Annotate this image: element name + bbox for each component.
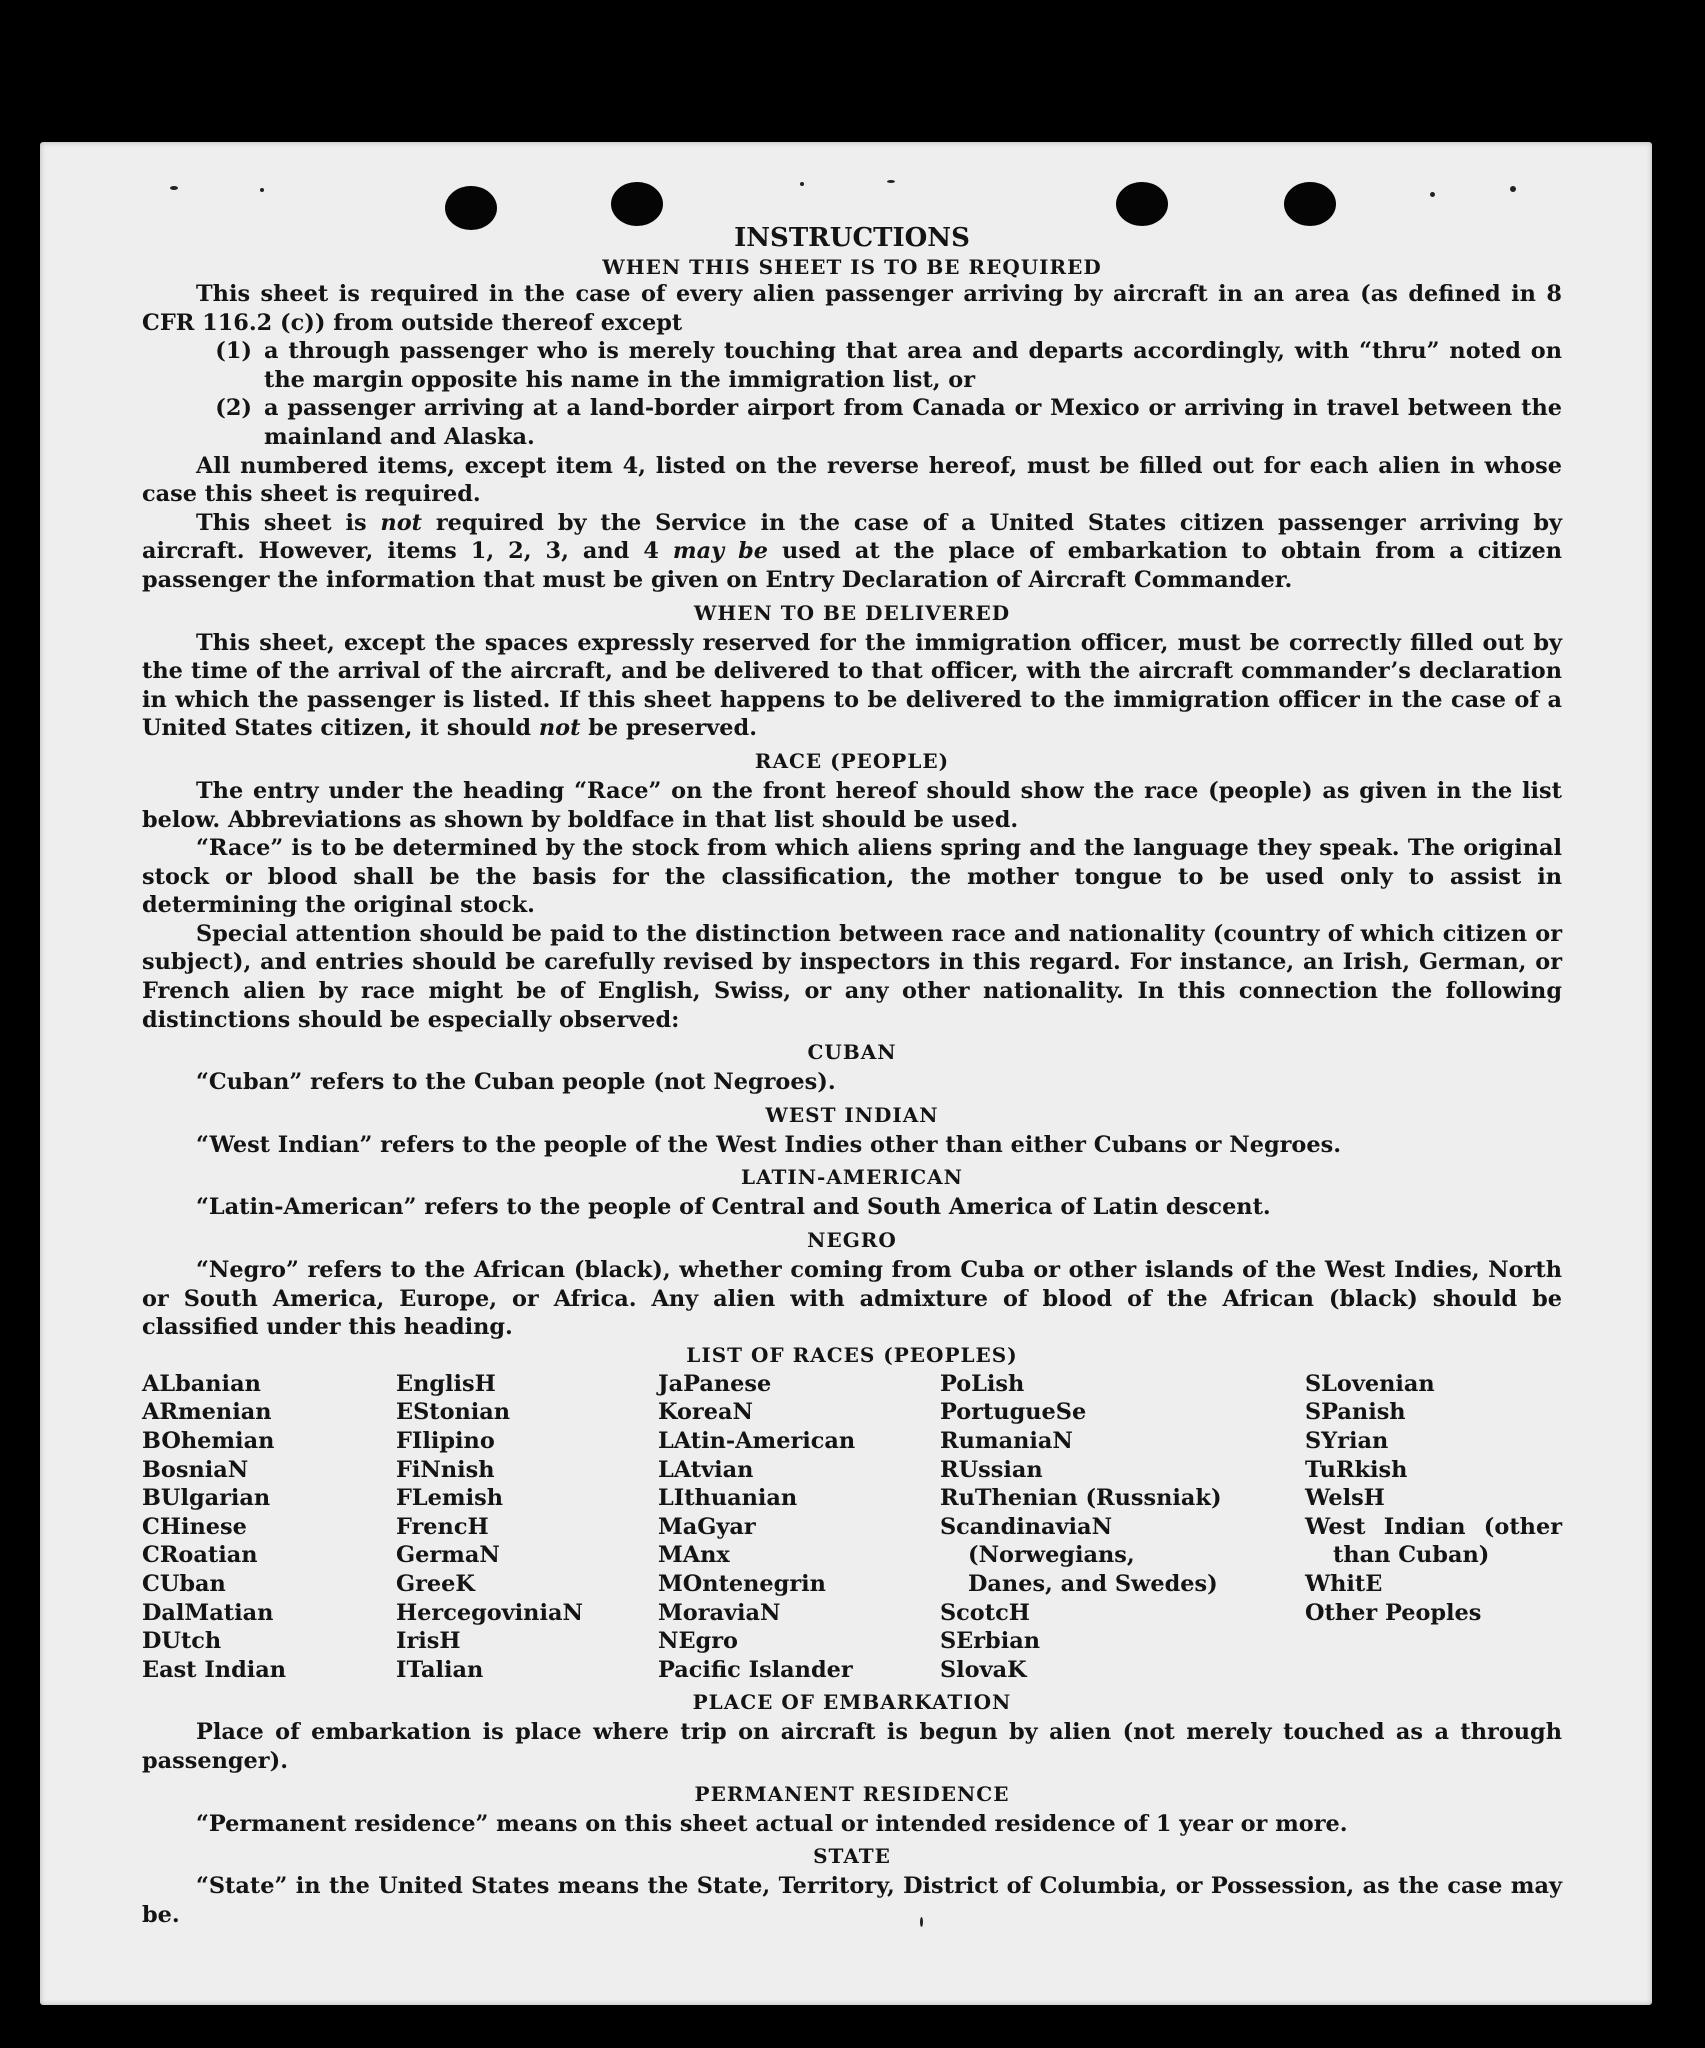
section-heading-west-indian: WEST INDIAN: [765, 1102, 939, 1127]
race-entry: EStonian: [396, 1399, 511, 1426]
races-column-3: [658, 1370, 940, 1685]
paper-speck: [1510, 186, 1516, 192]
race-entry: MoraviaN: [658, 1599, 781, 1626]
race-entry: FIlipino: [396, 1428, 495, 1454]
race-entry: LIthuanian: [658, 1485, 798, 1512]
section-heading-delivered: WHEN TO BE DELIVERED: [693, 600, 1011, 625]
race-entry: PoLish: [940, 1370, 1025, 1397]
section-heading-state: STATE: [813, 1844, 891, 1869]
race-entry: WhitE: [1305, 1570, 1383, 1597]
race-entry: TuRkish: [1305, 1456, 1408, 1483]
paper-speck: [887, 180, 895, 183]
exception-item-1: [142, 337, 1562, 394]
race-entry: CHinese: [142, 1513, 247, 1540]
race-paragraph-1: The entry under the heading “Race” on the front hereof should show the race (people) as given in the list below. Abbreviations as shown by boldface in that list should be used.: [142, 777, 1562, 833]
race-entry: RUssian: [940, 1456, 1043, 1483]
race-entry: ScandinaviaN (Norwegians, Danes, and Swedes): [940, 1513, 1218, 1597]
punch-hole: [611, 182, 663, 226]
residence-definition: “Permanent residence” means on this sheet actual or intended residence of 1 year or more.: [196, 1810, 1348, 1837]
race-entry: KoreaN: [658, 1399, 753, 1426]
race-entry: SYrian: [1305, 1428, 1389, 1454]
item-text: a passenger arriving at a land-border airport from Canada or Mexico or arriving in travel between the mainland and Alaska.: [264, 395, 1562, 450]
race-entry: ScotcH: [940, 1599, 1030, 1626]
race-entry: ALbanian: [142, 1370, 261, 1397]
race-entry: East Indian: [142, 1656, 287, 1683]
west-indian-definition: “West Indian” refers to the people of the West Indies other than either Cubans or Negroes.: [196, 1131, 1341, 1158]
race-entry: DalMatian: [142, 1599, 274, 1626]
paper-speck: [170, 186, 178, 190]
paper-speck: [800, 182, 804, 186]
race-paragraph-2: “Race” is to be determined by the stock from which aliens spring and the language they speak. The original stock or blood shall be the basis for the classification, the mother tongue to be used only to assist in determining the original stock.: [142, 835, 1562, 919]
race-entry: ARmenian: [142, 1399, 272, 1426]
negro-definition: “Negro” refers to the African (black), whether coming from Cuba or other islands of the West Indies, North or South America, Europe, or Africa. Any alien with admixture of blood of the African (black) should be classified under this heading.: [142, 1257, 1562, 1341]
cuban-definition: “Cuban” refers to the Cuban people (not Negroes).: [196, 1069, 836, 1096]
race-entry: GermaN: [396, 1542, 500, 1569]
race-entry: SErbian: [940, 1628, 1040, 1655]
section-heading-negro: NEGRO: [807, 1228, 897, 1253]
section-heading-races-list: LIST OF RACES (PEOPLES): [686, 1342, 1018, 1367]
race-entry: Pacific Islander: [658, 1656, 853, 1683]
race-entry: SlovaK: [940, 1656, 1027, 1683]
punch-hole: [1284, 182, 1336, 226]
race-entry: MaGyar: [658, 1513, 756, 1540]
race-entry: ITalian: [396, 1656, 484, 1683]
race-entry: BosniaN: [142, 1456, 249, 1483]
race-entry: NEgro: [658, 1628, 738, 1655]
race-entry: SPanish: [1305, 1399, 1406, 1426]
section-heading-required: WHEN THIS SHEET IS TO BE REQUIRED: [602, 255, 1102, 279]
required-intro: This sheet is required in the case of every alien passenger arriving by aircraft in an area (as defined in 8 CFR 116.2 (c)) from outside thereof except: [142, 281, 1562, 336]
document-sheet: [40, 142, 1652, 2005]
race-entry: IrisH: [396, 1628, 461, 1655]
required-paragraph-2: All numbered items, except item 4, listed on the reverse hereof, must be filled out for each alien in whose case this sheet is required.: [142, 452, 1562, 508]
race-entry: HercegoviniaN: [396, 1599, 583, 1626]
section-heading-embarkation: PLACE OF EMBARKATION: [692, 1690, 1012, 1715]
section-heading-residence: PERMANENT RESIDENCE: [694, 1781, 1010, 1806]
race-entry: GreeK: [396, 1570, 475, 1597]
delivered-paragraph: This sheet, except the spaces expressly reserved for the immigration officer, must be correctly filled out by the time of the arrival of the aircraft, and be delivered to that officer, with the aircraft commander’s declaration in which the passenger is listed. If this sheet happens to be delivered to the immigration officer in the case of a United States citizen, it should not be preserved.: [142, 629, 1562, 742]
item-number: (1): [215, 338, 252, 365]
exception-item-2: [142, 394, 1562, 451]
latin-american-definition: “Latin-American” refers to the people of Central and South America of Latin descent.: [196, 1194, 1271, 1221]
race-entry: RumaniaN: [940, 1428, 1073, 1454]
section-heading-race: RACE (PEOPLE): [754, 748, 950, 773]
race-entry: WelsH: [1305, 1485, 1385, 1512]
race-entry: BUlgarian: [142, 1485, 271, 1512]
document-content: [142, 222, 1562, 1929]
race-entry: Other Peoples: [1305, 1599, 1482, 1626]
race-entry: RuThenian (Russniak): [940, 1485, 1222, 1512]
race-entry: LAtvian: [658, 1456, 754, 1483]
race-entry: FLemish: [396, 1485, 503, 1512]
race-entry: DUtch: [142, 1628, 222, 1655]
paper-speck: [260, 188, 264, 192]
races-column-5: [1305, 1370, 1562, 1685]
item-text: a through passenger who is merely touching that area and departs accordingly, with “thru” noted on the margin opposite his name in the immigration list, or: [264, 338, 1562, 393]
race-entry: PortugueSe: [940, 1399, 1087, 1426]
races-column-1: [142, 1370, 396, 1685]
race-entry: LAtin-American: [658, 1428, 856, 1454]
state-definition: “State” in the United States means the State, Territory, District of Columbia, or Possession, as the case may be.: [142, 1873, 1562, 1928]
race-entry: CRoatian: [142, 1542, 258, 1569]
race-entry: CUban: [142, 1570, 226, 1597]
punch-hole: [1116, 182, 1168, 226]
races-column-4: [940, 1370, 1225, 1685]
item-number: (2): [215, 395, 252, 422]
race-paragraph-3: Special attention should be paid to the distinction between race and nationality (country of which citizen or subject), and entries should be carefully revised by inspectors in this regard. For instance, an Irish, German, or French alien by race might be of English, Swiss, or any other nationality. In this connection the following distinctions should be especially observed:: [142, 920, 1562, 1033]
embarkation-definition: Place of embarkation is place where trip on aircraft is begun by alien (not merely touched as a through passenger).: [142, 1719, 1562, 1774]
race-entry: West Indian (other than Cuban): [1305, 1513, 1562, 1569]
document-title: INSTRUCTIONS: [734, 223, 970, 253]
race-entry: MOntenegrin: [658, 1570, 826, 1597]
race-entry: FrencH: [396, 1513, 489, 1540]
paper-speck: [1430, 192, 1435, 197]
required-paragraph-3: This sheet is not required by the Service in the case of a United States citizen passenger arriving by aircraft. However, items 1, 2, 3, and 4 may be used at the place of embarkation to obtain from a citizen passenger the information that must be given on Entry Declaration of Aircraft Commander.: [142, 509, 1562, 593]
race-entry: MAnx: [658, 1542, 730, 1569]
race-entry: FiNnish: [396, 1456, 495, 1483]
race-entry: SLovenian: [1305, 1370, 1435, 1397]
race-entry: EnglisH: [396, 1370, 496, 1397]
race-entry: JaPanese: [658, 1370, 772, 1397]
races-list: [142, 1370, 1562, 1685]
section-heading-cuban: CUBAN: [807, 1040, 897, 1065]
races-column-2: [396, 1370, 658, 1685]
race-entry: BOhemian: [142, 1428, 275, 1454]
section-heading-latin-american: LATIN-AMERICAN: [741, 1165, 963, 1190]
